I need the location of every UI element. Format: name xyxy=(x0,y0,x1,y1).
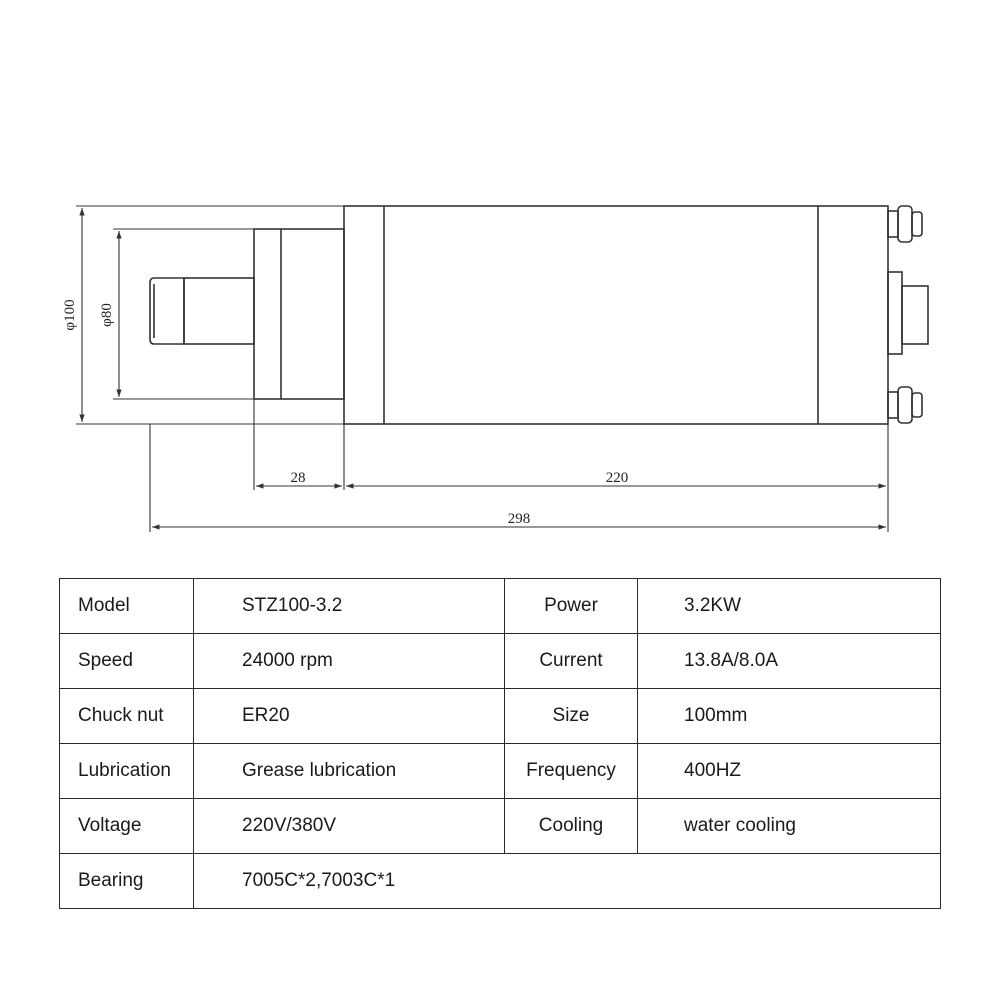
rear-top-fitting-tip xyxy=(912,212,922,236)
spec-label: Power xyxy=(505,579,638,634)
rear-bottom-fitting-cap xyxy=(898,387,912,423)
table-row xyxy=(60,689,941,744)
motor-body-outline xyxy=(344,206,888,424)
rear-main-connector-plug xyxy=(902,286,928,344)
rear-bottom-fitting xyxy=(888,392,898,418)
total-length-label: 298 xyxy=(507,511,531,527)
spec-value: STZ100-3.2 xyxy=(194,579,505,634)
rear-main-connector xyxy=(888,272,902,354)
spec-value: 100mm xyxy=(638,689,941,744)
spec-label: Size xyxy=(505,689,638,744)
phi-inner-label: φ80 xyxy=(99,303,115,327)
nose-flange-outline xyxy=(254,229,344,399)
rear-top-fitting-cap xyxy=(898,206,912,242)
table-row xyxy=(60,579,941,634)
spec-value: water cooling xyxy=(638,799,941,854)
table-row xyxy=(60,634,941,689)
rear-top-fitting xyxy=(888,211,898,237)
spec-value: 3.2KW xyxy=(638,579,941,634)
table-row xyxy=(60,744,941,799)
spec-label: Current xyxy=(505,634,638,689)
spec-table xyxy=(59,578,941,909)
spec-value: Grease lubrication xyxy=(194,744,505,799)
spec-value: 220V/380V xyxy=(194,799,505,854)
phi-outer-label: φ100 xyxy=(62,299,78,331)
spec-label: Voltage xyxy=(60,799,194,854)
table-row xyxy=(60,854,941,909)
body-length-label: 220 xyxy=(605,470,629,486)
spec-label: Bearing xyxy=(60,854,194,909)
spec-value: 24000 rpm xyxy=(194,634,505,689)
spec-label: Cooling xyxy=(505,799,638,854)
spec-label: Frequency xyxy=(505,744,638,799)
spec-value: 13.8A/8.0A xyxy=(638,634,941,689)
spec-value: 400HZ xyxy=(638,744,941,799)
shaft-outline xyxy=(184,278,254,344)
spec-label: Chuck nut xyxy=(60,689,194,744)
collet-nut-outline xyxy=(150,278,184,344)
spec-value: 7005C*2,7003C*1 xyxy=(194,854,941,909)
spec-label: Lubrication xyxy=(60,744,194,799)
rear-bottom-fitting-tip xyxy=(912,393,922,417)
spec-value: ER20 xyxy=(194,689,505,744)
spec-label: Model xyxy=(60,579,194,634)
table-row xyxy=(60,799,941,854)
nose-length-label: 28 xyxy=(290,470,306,486)
spec-label: Speed xyxy=(60,634,194,689)
